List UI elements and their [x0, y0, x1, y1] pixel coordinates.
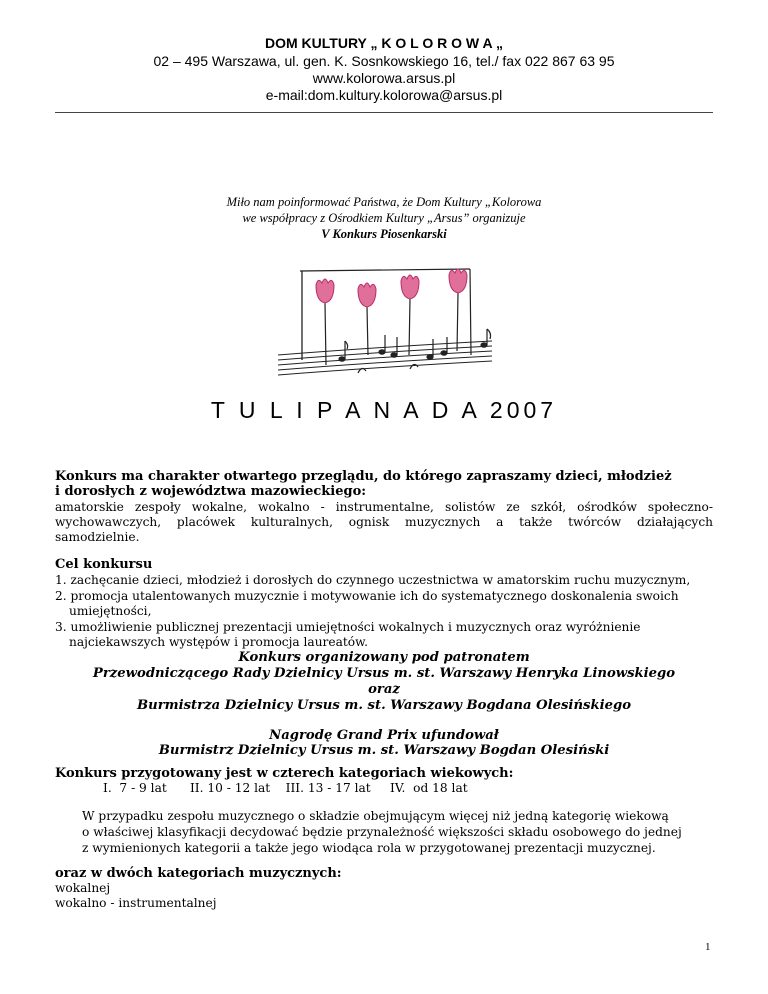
band-note-line-1: W przypadku zespołu muzycznego o składzie obejmującym więcej niż jedną kategorię wiekową	[82, 809, 669, 823]
patronage-line-2: Przewodniczącego Rady Dzielnicy Ursus m. st. Warszawy Henryka Linowskiego	[92, 666, 676, 681]
music-category-item: wokalno - instrumentalnej	[55, 896, 217, 910]
organization-title: DOM KULTURY „ K O L O R O W A „	[265, 35, 503, 51]
age-categories-list: I. 7 - 9 lat II. 10 - 12 lat III. 13 - 17 lat IV. od 18 lat	[103, 781, 468, 795]
goals-heading: Cel konkursu	[55, 557, 153, 572]
band-note-line-3: z wymienionych kategorii a także jego wiodąca rola w przygotowanej prezentacji muzycznej.	[82, 841, 656, 855]
band-note-line-2: o właściwej klasyfikacji decydować będzie przynależność większości składu osobowego do jednej	[82, 825, 682, 839]
event-title: T U L I P A N A D A 2007	[210, 397, 558, 423]
page-number: 1	[705, 941, 711, 953]
open-review-heading-1: Konkurs ma charakter otwartego przeglądu, do którego zapraszamy dzieci, młodzież	[55, 469, 672, 484]
music-categories-heading: oraz w dwóch kategoriach muzycznych:	[55, 866, 342, 881]
open-review-heading-2: i dorosłych z województwa mazowieckiego:	[55, 484, 367, 499]
organization-email: e-mail:dom.kultury.kolorowa@arsus.pl	[265, 87, 503, 103]
grand-prix-line-1: Nagrodę Grand Prix ufundował	[269, 728, 499, 743]
intro-line-3: V Konkurs Piosenkarski	[321, 227, 447, 241]
header-divider	[55, 112, 713, 113]
open-review-body-3: samodzielnie.	[55, 530, 140, 544]
organization-address: 02 – 495 Warszawa, ul. gen. K. Sosnkowskiego 16, tel./ fax 022 867 63 95	[153, 53, 615, 69]
intro-line-2: we współpracy z Ośrodkiem Kultury „Arsus” organizuje	[242, 211, 526, 225]
patronage-line-4: Burmistrza Dzielnicy Ursus m. st. Warszawy Bogdana Olesińskiego	[136, 698, 632, 713]
goal-item: 2. promocja utalentowanych muzycznie i motywowanie ich do systematycznego doskonalenia swoich	[55, 589, 679, 603]
patronage-line-1: Konkurs organizowany pod patronatem	[238, 650, 530, 665]
patronage-line-3: oraz	[368, 682, 400, 697]
grand-prix-line-2: Burmistrz Dzielnicy Ursus m. st. Warszawy Bogdan Olesiński	[158, 743, 610, 758]
tulips-with-musical-staff-drawing-icon	[270, 255, 500, 390]
goal-item-continued: najciekawszych występów i promocja laureatów.	[69, 635, 368, 649]
open-review-body-2: wychowawczych, placówek kulturalnych, ognisk muzycznych a także twórców działających	[55, 515, 713, 529]
organization-website: www.kolorowa.arsus.pl	[312, 70, 456, 86]
music-category-item: wokalnej	[55, 881, 111, 895]
open-review-body-1: amatorskie zespoły wokalne, wokalno - instrumentalne, solistów ze szkół, ośrodków społeczno-	[55, 500, 713, 514]
goal-item-continued: umiejętności,	[69, 604, 152, 618]
age-categories-heading: Konkurs przygotowany jest w czterech kategoriach wiekowych:	[55, 766, 514, 781]
goal-item: 1. zachęcanie dzieci, młodzież i dorosłych do czynnego uczestnictwa w amatorskim ruchu muzycznym,	[55, 573, 691, 587]
intro-line-1: Miło nam poinformować Państwa, że Dom Kultury „Kolorowa	[226, 195, 542, 209]
goal-item: 3. umożliwienie publicznej prezentacji umiejętności wokalnych i muzycznych oraz wyróżnienie	[55, 620, 641, 634]
